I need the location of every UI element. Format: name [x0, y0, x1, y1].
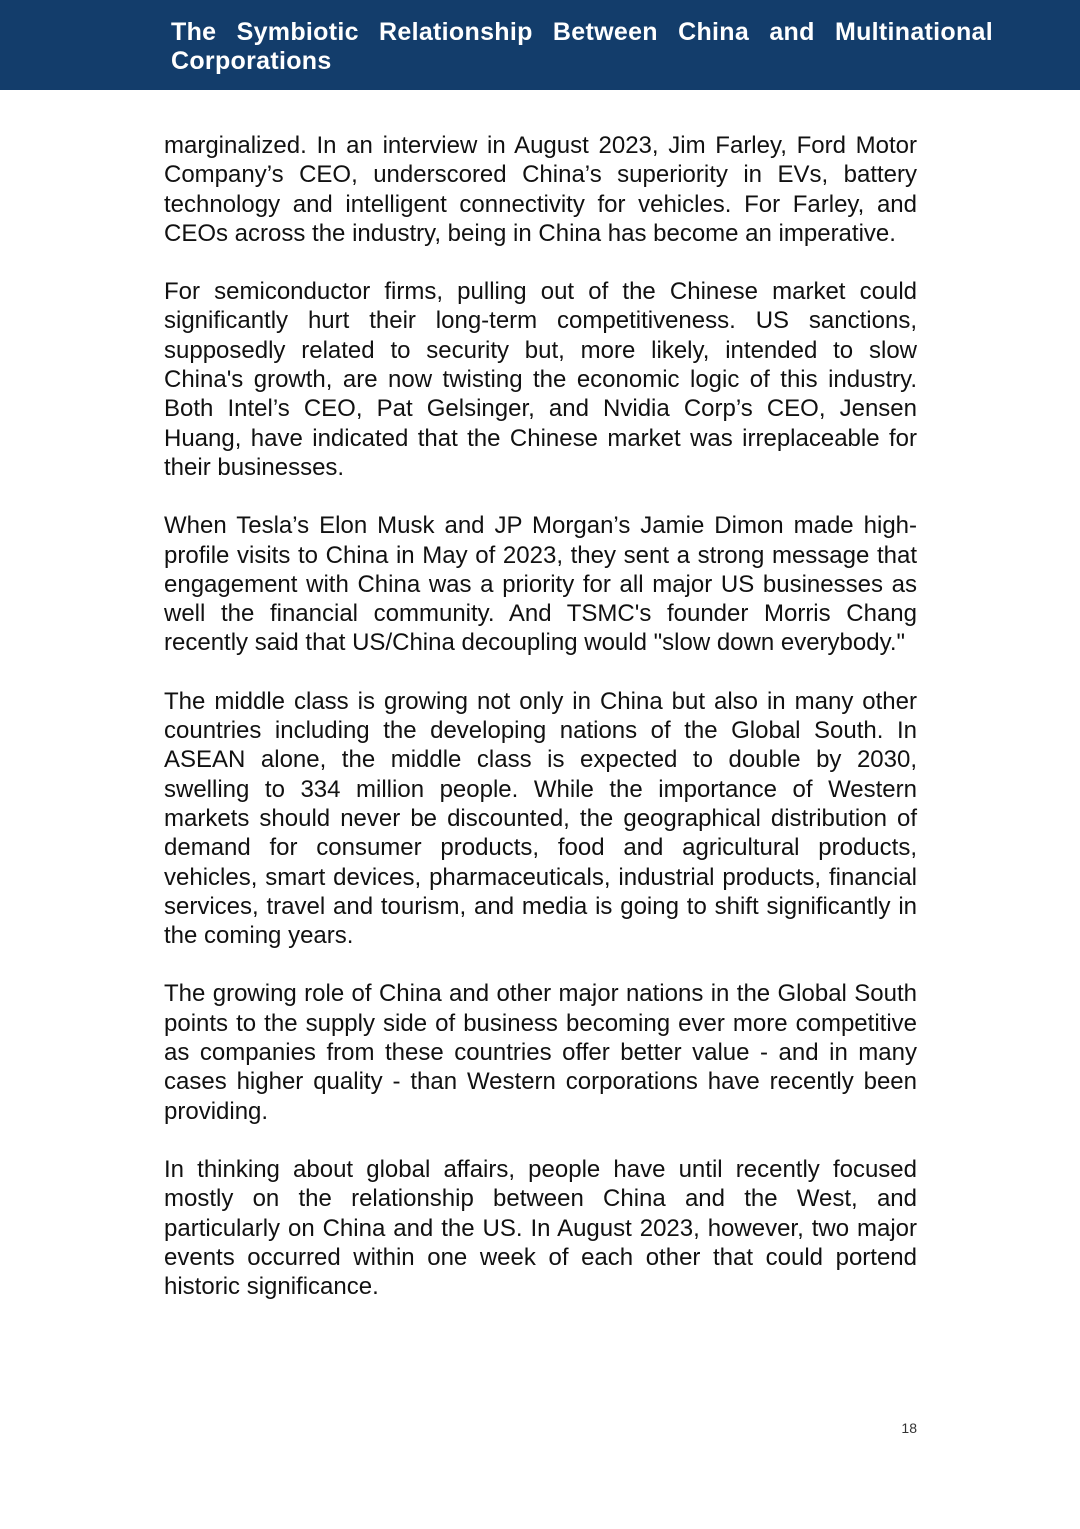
page-number: 18	[901, 1420, 917, 1436]
header-band	[0, 0, 1080, 90]
body-text	[164, 131, 917, 1330]
paragraph-2: For semiconductor firms, pulling out of the Chinese market could significantly hurt their long-term competitiveness. US sanctions, supposedly related to security but, more likely, intended to slow China's growth, are now twisting the economic logic of this industry. Both Intel’s CEO, Pat Gelsinger, and Nvidia Corp’s CEO, Jensen Huang, have indicated that the Chinese market was irreplaceable for their businesses.	[164, 278, 917, 481]
document-title: The Symbiotic Relationship Between China and Multinational Corporations	[171, 18, 993, 75]
paragraph-5: The growing role of China and other major nations in the Global South points to the supply side of business becoming ever more competitive as companies from these countries offer better value - and in many cases higher quality - than Western corporations have recently been providing.	[164, 980, 917, 1125]
paragraph-6: In thinking about global affairs, people have until recently focused mostly on the relationship between China and the West, and particularly on China and the US. In August 2023, however, two major events occurred within one week of each other that could portend historic significance.	[164, 1155, 917, 1301]
paragraph-4: The middle class is growing not only in China but also in many other countries including the developing nations of the Global South. In ASEAN alone, the middle class is expected to double by 2030, swelling to 334 million people. While the importance of Western markets should never be discounted, the geographical distribution of demand for consumer products, food and agricultural products, vehicles, smart devices, pharmaceuticals, industrial products, financial services, travel and tourism, and media is going to shift significantly in the coming years.	[164, 687, 917, 950]
paragraph-1: marginalized. In an interview in August 2023, Jim Farley, Ford Motor Company’s CEO, underscored China’s superiority in EVs, battery technology and intelligent connectivity for vehicles. For Farley, and CEOs across the industry, being in China has become an imperative.	[164, 132, 917, 247]
paragraph-3: When Tesla’s Elon Musk and JP Morgan’s Jamie Dimon made high-profile visits to China in May of 2023, they sent a strong message that engagement with China was a priority for all major US businesses as well the financial community. And TSMC's founder Morris Chang recently said that US/China decoupling would "slow down everybody."	[164, 512, 917, 657]
